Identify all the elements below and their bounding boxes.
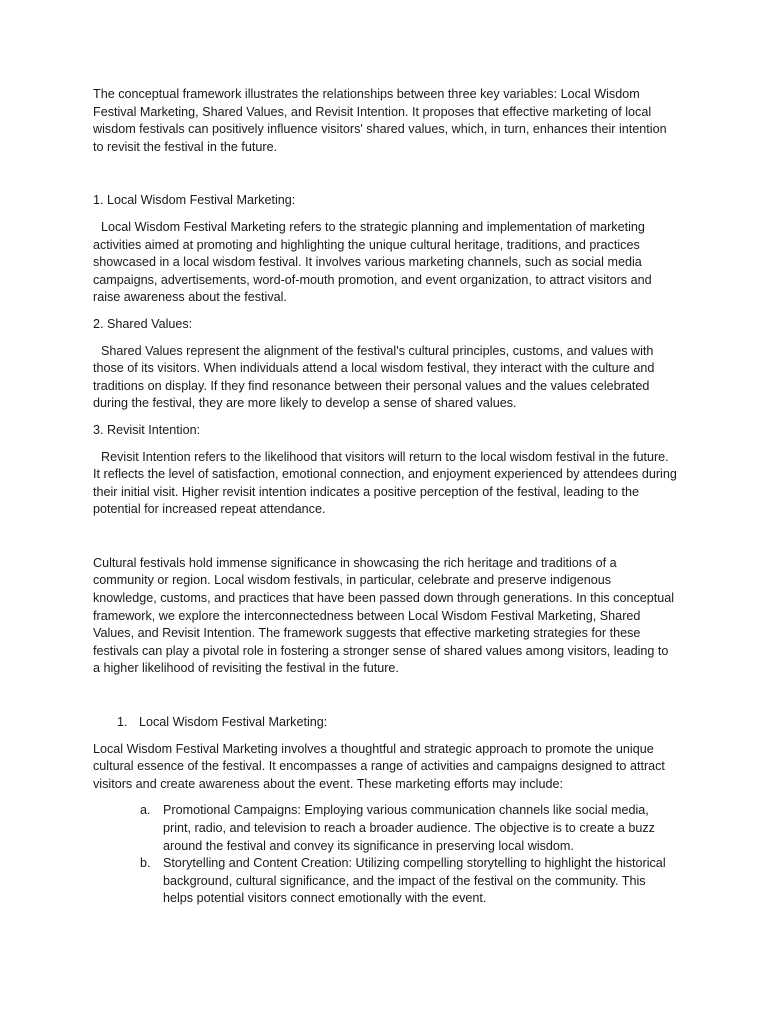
cultural-paragraph: Cultural festivals hold immense significance in showcasing the rich heritage and traditions of a community or region. Local wisdom festivals, in particular, celebrate and preserve indigenous knowledge, customs, and practices that have been passed down through generations. In this conceptual framework, we explore the interconnectedness between Local Wisdom Festival Marketing, Shared Values, and Revisit Intention. The framework suggests that effective marketing strategies for these festivals can play a pivotal role in fostering a stronger sense of shared values among visitors, leading to a higher likelihood of revisiting the festival in the future. xyxy=(93,555,675,676)
numbered-heading-text: Local Wisdom Festival Marketing: xyxy=(139,715,328,730)
alpha-list xyxy=(93,802,677,908)
list-item-text: Storytelling and Content Creation: Utilizing compelling storytelling to highlight the historical background, cultural significance, and the impact of the festival on the community. This helps potential visitors connect emotionally with the event. xyxy=(163,856,666,906)
list-item-letter: a. xyxy=(140,803,151,818)
section-heading-revisit-intention: 3. Revisit Intention: xyxy=(93,422,201,437)
list-item xyxy=(93,855,677,908)
numbered-heading xyxy=(93,714,677,732)
document-page xyxy=(93,86,677,908)
numbered-heading-number: 1. xyxy=(117,715,128,730)
section-body-marketing: Local Wisdom Festival Marketing refers to the strategic planning and implementation of marketing activities aimed at promoting and highlighting the unique cultural heritage, traditions, and practices showcased in a local wisdom festival. It involves various marketing channels, such as social media campaigns, advertisements, word-of-mouth promotion, and event organization, to attract visitors and raise awareness about the festival. xyxy=(93,219,652,305)
list-item-text: Promotional Campaigns: Employing various communication channels like social media, print, radio, and television to reach a broader audience. The objective is to create a buzz around the festival and convey its significance in preserving local wisdom. xyxy=(163,803,655,853)
list-item xyxy=(93,802,677,855)
list-item-letter: b. xyxy=(140,856,151,871)
section-heading-shared-values: 2. Shared Values: xyxy=(93,316,193,331)
numbered-body: Local Wisdom Festival Marketing involves a thoughtful and strategic approach to promote the unique cultural essence of the festival. It encompasses a range of activities and campaigns designed to attract visitors and create awareness about the event. These marketing efforts may include: xyxy=(93,741,665,791)
section-body-revisit-intention: Revisit Intention refers to the likelihood that visitors will return to the local wisdom festival in the future. It reflects the level of satisfaction, emotional connection, and enjoyment experienced by attendees during their initial visit. Higher revisit intention indicates a positive perception of the festival, leading to the potential for increased repeat attendance. xyxy=(93,449,677,517)
section-body-shared-values: Shared Values represent the alignment of the festival's cultural principles, customs, and values with those of its visitors. When individuals attend a local wisdom festival, they interact with the culture and traditions on display. If they find resonance between their personal values and the values celebrated during the festival, they are more likely to develop a sense of shared values. xyxy=(93,343,655,411)
section-heading-marketing: 1. Local Wisdom Festival Marketing: xyxy=(93,193,296,208)
intro-paragraph: The conceptual framework illustrates the relationships between three key variables: Local Wisdom Festival Marketing, Shared Values, and Revisit Intention. It proposes that effective marketing of local wisdom festivals can positively influence visitors' shared values, which, in turn, enhances their intention to revisit the festival in the future. xyxy=(93,87,667,154)
